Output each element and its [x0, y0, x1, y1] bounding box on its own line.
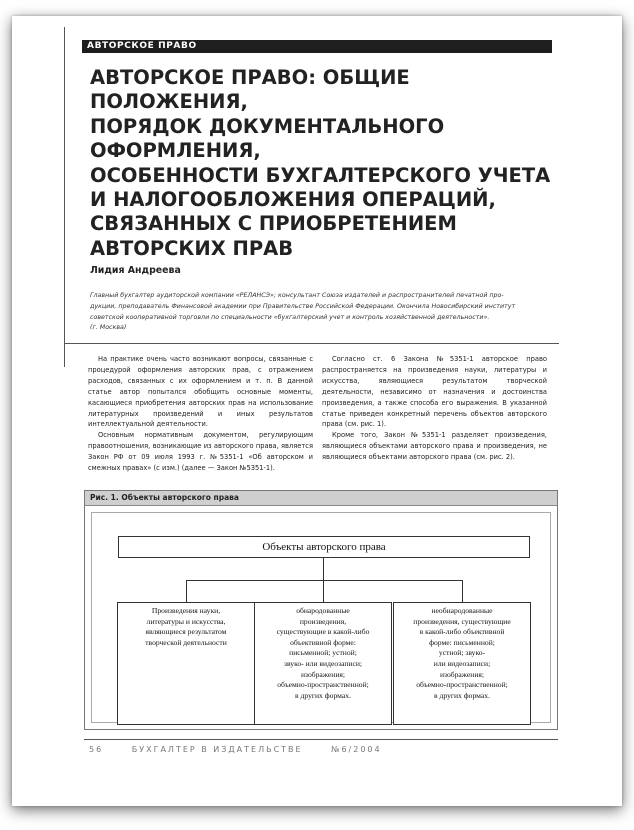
- figure-caption: Рис. 1. Объекты авторского права: [85, 491, 557, 506]
- author-name: Лидия Андреева: [90, 265, 181, 276]
- connector-horizontal: [186, 580, 463, 581]
- diagram-node-1: Произведения науки, литературы и искусства, являющиеся результатом творческой деятельности: [117, 602, 255, 725]
- section-label: АВТОРСКОЕ ПРАВО: [82, 40, 552, 53]
- paragraph: На практике очень часто возникают вопросы, связанные с процедурой оформления авторских прав, с отражением расходов, связанных с их оформлением и т. п. В данной статье автор попытался обобщить основные моменты, касающиеся приобретения авторских прав на использование литературных произведений и иных результатов интеллектуальной деятельности.: [88, 355, 313, 429]
- bio-divider: [64, 343, 559, 344]
- paragraph: Основным нормативным документом, регулирующим правоотношения, возникающие из авторского права, является Закон РФ от 09 июля 1993 г. №5351-1 «Об авторском и смежных правах» (с изм.) (далее — Закон №5351-1).: [88, 431, 313, 473]
- connector-middle: [323, 580, 324, 602]
- page-number: 56: [89, 745, 104, 754]
- connector-left: [186, 580, 187, 602]
- figure-1: [84, 490, 558, 730]
- page-footer: [89, 745, 406, 754]
- diagram-node-2: обнародованные произведения, существующие в какой-либо объективной форме: письменной; устной; звуко- или видеозаписи; изображения; объемно-пространственной; в других формах.: [254, 602, 392, 725]
- connector-right: [462, 580, 463, 602]
- text-column-left: [88, 354, 313, 474]
- journal-name: БУХГАЛТЕР В ИЗДАТЕЛЬСТВЕ: [131, 745, 303, 754]
- issue-number: №6/2004: [331, 745, 382, 754]
- diagram-root-node: Объекты авторского права: [118, 536, 530, 558]
- article-title: АВТОРСКОЕ ПРАВО: ОБЩИЕ ПОЛОЖЕНИЯ, ПОРЯДОК ДОКУМЕНТАЛЬНОГО ОФОРМЛЕНИЯ, ОСОБЕННОСТИ БУХГАЛТЕРСКОГО УЧЕТА И НАЛОГООБЛОЖЕНИЯ ОПЕРАЦИЙ, СВЯЗАННЫХ С ПРИОБРЕТЕНИЕМ АВТОРСКИХ ПРАВ: [90, 66, 551, 260]
- connector-vertical-root: [323, 558, 324, 581]
- text-column-right: [322, 354, 547, 463]
- footer-divider: [84, 739, 558, 740]
- author-bio: Главный бухгалтер аудиторской компании «РЕЛАНСЭ»; консультант Союза издателей и распространителей печатной про- дукции, преподаватель Финансовой академии при Правительстве Российской Федерации. Окончила Новосибирский институт советской кооперативной торговли по специальности «бухгалтерский учет и контроль хозяйственной деятельности». (г. Москва): [90, 292, 516, 332]
- paragraph: Кроме того, Закон №5351-1 разделяет произведения, являющиеся объектами авторского права и произведения, не являющиеся объектами авторского права (см. рис. 2).: [322, 431, 547, 462]
- diagram-node-3: необнародованные произведения, существующие в какой-либо объективной форме: письменной; устной; звуко- или видеозаписи; изображения; объемно-пространственной; в других формах.: [393, 602, 531, 725]
- diagram-frame: [91, 512, 551, 723]
- paragraph: Согласно ст. 6 Закона №5351-1 авторское право распространяется на произведения науки, литературы и искусства, являющиеся результатом творческой деятельности, независимо от назначения и достоинства произведения, а также способа его выражения. В указанной статье приведен конкретный перечень объектов авторского права (см. рис. 1).: [322, 355, 547, 429]
